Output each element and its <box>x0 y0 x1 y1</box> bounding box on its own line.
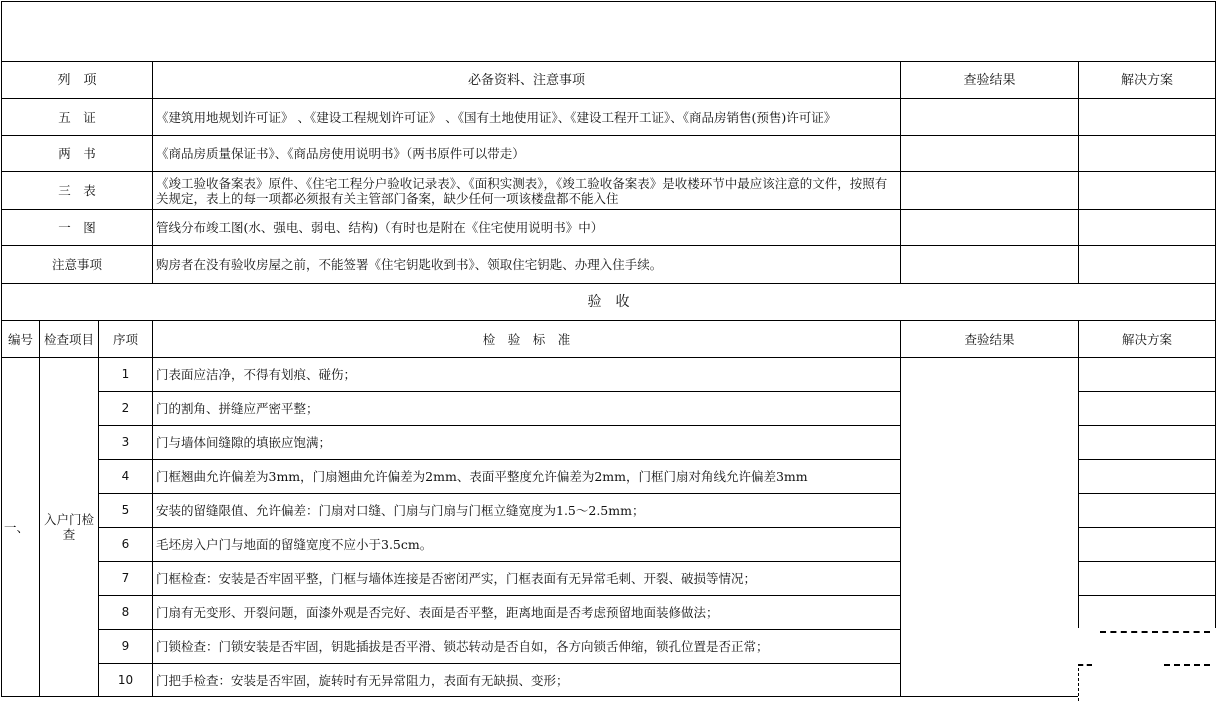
group-id: 一、 <box>2 358 40 697</box>
group-category: 入户门检查 <box>40 358 99 697</box>
doc-item: 三 表 <box>2 172 153 210</box>
inspection-sheet <box>1 1 1216 697</box>
doc-result-cell[interactable] <box>901 99 1079 136</box>
row-standard: 门框检查：安装是否牢固平整，门框与墙体连接是否密闭严实，门框表面有无异常毛刺、开裂、破损等情况； <box>153 562 901 596</box>
doc-solution-cell[interactable] <box>1079 210 1216 246</box>
header-seq: 序项 <box>99 321 153 358</box>
row-standard: 门把手检查：安装是否牢固，旋转时有无异常阻力，表面有无缺损、变形； <box>153 664 901 697</box>
doc-result-cell[interactable] <box>901 210 1079 246</box>
row-seq: 4 <box>99 460 153 494</box>
row-standard: 门的割角、拼缝应严密平整； <box>153 392 901 426</box>
doc-content: 管线分布竣工图(水、强电、弱电、结构)（有时也是附在《住宅使用说明书》中） <box>153 210 901 246</box>
row-standard: 门表面应洁净，不得有划痕、碰伤； <box>153 358 901 392</box>
doc-row-one-drawing <box>2 210 1216 246</box>
doc-row-three-forms <box>2 172 1216 210</box>
header-category: 检查项目 <box>40 321 99 358</box>
table-row <box>2 358 1216 392</box>
page-break-overlay <box>1078 628 1216 701</box>
section-title-row <box>2 284 1216 321</box>
section-title: 验 收 <box>2 284 1216 321</box>
row-seq: 1 <box>99 358 153 392</box>
header-id: 编号 <box>2 321 40 358</box>
header-standard: 检 验 标 准 <box>153 321 901 358</box>
row-standard: 安装的留缝限值、允许偏差：门扇对口缝、门扇与门扇与门框立缝宽度为1.5～2.5mm； <box>153 494 901 528</box>
row-solution-cell[interactable] <box>1079 392 1216 426</box>
row-solution-cell[interactable] <box>1079 528 1216 562</box>
page-break-dash <box>1164 664 1210 666</box>
group-result-cell[interactable] <box>901 358 1079 697</box>
row-seq: 9 <box>99 630 153 664</box>
blank-title-cell <box>2 2 1216 62</box>
doc-item: 注意事项 <box>2 246 153 284</box>
doc-item: 一 图 <box>2 210 153 246</box>
header-result: 查验结果 <box>901 62 1079 99</box>
doc-item: 两 书 <box>2 136 153 172</box>
row-solution-cell[interactable] <box>1079 562 1216 596</box>
doc-solution-cell[interactable] <box>1079 172 1216 210</box>
header-materials: 必备资料、注意事项 <box>153 62 901 99</box>
row-seq: 7 <box>99 562 153 596</box>
doc-item: 五 证 <box>2 99 153 136</box>
doc-row-five-certs <box>2 99 1216 136</box>
row-seq: 5 <box>99 494 153 528</box>
header-result: 查验结果 <box>901 321 1079 358</box>
row-standard: 门扇有无变形、开裂问题，面漆外观是否完好、表面是否平整，距离地面是否考虑预留地面装修做法； <box>153 596 901 630</box>
doc-content: 《竣工验收备案表》原件、《住宅工程分户验收记录表》、《面积实测表》，《竣工验收备案表》是收楼环节中最应该注意的文件，按照有关规定，表上的每一项都必须报有关主管部门备案，缺少任何一项该楼盘都不能入住 <box>153 172 901 210</box>
row-solution-cell[interactable] <box>1079 426 1216 460</box>
row-standard: 门框翘曲允许偏差为3mm，门扇翘曲允许偏差为2mm、表面平整度允许偏差为2mm，门框门扇对角线允许偏差3mm <box>153 460 901 494</box>
row-solution-cell[interactable] <box>1079 596 1216 630</box>
row-seq: 6 <box>99 528 153 562</box>
row-seq: 3 <box>99 426 153 460</box>
row-seq: 2 <box>99 392 153 426</box>
doc-content: 购房者在没有验收房屋之前，不能签署《住宅钥匙收到书》、领取住宅钥匙、办理入住手续。 <box>153 246 901 284</box>
header-solution: 解决方案 <box>1079 321 1216 358</box>
blank-title-row <box>2 2 1216 62</box>
inspection-header-row <box>2 321 1216 358</box>
doc-content: 《建筑用地规划许可证》 、《建设工程规划许可证》 、《国有土地使用证》、《建设工程开工证》、《商品房销售(预售)许可证》 <box>153 99 901 136</box>
header-solution: 解决方案 <box>1079 62 1216 99</box>
doc-content: 《商品房质量保证书》、《商品房使用说明书》（两书原件可以带走） <box>153 136 901 172</box>
row-solution-cell[interactable] <box>1079 460 1216 494</box>
page-break-dash <box>1078 664 1092 666</box>
doc-solution-cell[interactable] <box>1079 99 1216 136</box>
row-seq: 10 <box>99 664 153 697</box>
doc-result-cell[interactable] <box>901 136 1079 172</box>
top-header-row <box>2 62 1216 99</box>
doc-solution-cell[interactable] <box>1079 136 1216 172</box>
doc-row-two-books <box>2 136 1216 172</box>
page-break-dash <box>1078 668 1079 701</box>
row-standard: 毛坯房入户门与地面的留缝宽度不应小于3.5cm。 <box>153 528 901 562</box>
row-standard: 门锁检查：门锁安装是否牢固，钥匙插拔是否平滑、锁芯转动是否自如，各方向锁舌伸缩，锁孔位置是否正常； <box>153 630 901 664</box>
doc-result-cell[interactable] <box>901 172 1079 210</box>
row-standard: 门与墙体间缝隙的填嵌应饱满； <box>153 426 901 460</box>
row-solution-cell[interactable] <box>1079 494 1216 528</box>
row-solution-cell[interactable] <box>1079 358 1216 392</box>
doc-row-notes <box>2 246 1216 284</box>
doc-result-cell[interactable] <box>901 246 1079 284</box>
header-item: 列 项 <box>2 62 153 99</box>
page-break-dash <box>1100 631 1210 633</box>
row-seq: 8 <box>99 596 153 630</box>
doc-solution-cell[interactable] <box>1079 246 1216 284</box>
